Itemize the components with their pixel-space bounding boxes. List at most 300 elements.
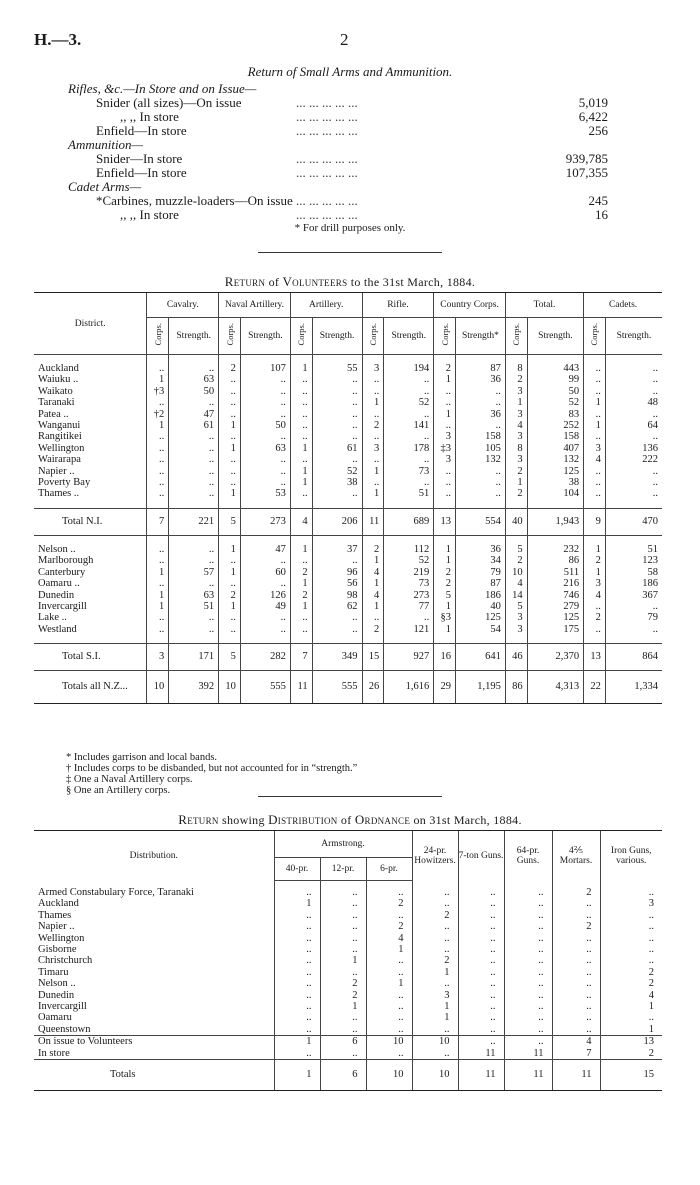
cell-value: 1 — [320, 1001, 366, 1012]
cell-value: .. — [312, 409, 362, 420]
cell-value: .. — [504, 1001, 552, 1012]
cell-value: .. — [384, 431, 434, 442]
corps-header — [290, 318, 312, 355]
small-arms-line — [0, 180, 700, 194]
cell-value: 29 — [434, 671, 456, 704]
cell-value: 206 — [312, 508, 362, 535]
cell-value: 86 — [527, 555, 583, 566]
cell-value: .. — [584, 431, 606, 442]
table-row — [34, 488, 662, 499]
report-code: H.—3. — [34, 30, 82, 49]
strength-header: Strength. — [527, 318, 583, 355]
cell-value: 50 — [527, 386, 583, 397]
cell-value: 2 — [366, 898, 412, 909]
cell-value: 4 — [584, 454, 606, 465]
cell-value: 4 — [505, 578, 527, 589]
spacer-cell — [527, 535, 583, 544]
cell-value: 36 — [455, 374, 505, 385]
cell-value: 79 — [605, 612, 662, 623]
cell-value: 279 — [527, 601, 583, 612]
cell-value: 273 — [384, 590, 434, 601]
cell-value: .. — [147, 477, 169, 488]
cell-value: .. — [458, 978, 504, 989]
district-name: Dunedin — [38, 589, 75, 601]
spacer-cell — [584, 355, 606, 364]
cell-value: 864 — [605, 644, 662, 671]
table-row — [34, 578, 662, 589]
cell-value: .. — [455, 477, 505, 488]
cell-value: 3 — [505, 409, 527, 420]
cell-value: 641 — [455, 644, 505, 671]
cell-value: 555 — [240, 671, 290, 704]
cell-value: .. — [320, 967, 366, 978]
distribution-name: Timaru — [38, 966, 69, 978]
cell-value: .. — [290, 612, 312, 623]
cell-value: 1 — [290, 544, 312, 555]
small-arms-line — [0, 124, 700, 138]
cell-value: .. — [384, 454, 434, 465]
cell-value: 3 — [362, 443, 384, 454]
section-divider — [258, 252, 442, 253]
cell-value: .. — [366, 967, 412, 978]
small-arms-line — [0, 166, 700, 180]
cell-value: .. — [169, 466, 219, 477]
cell-value: .. — [320, 933, 366, 944]
cell-value: 3 — [505, 612, 527, 623]
cell-value: .. — [312, 386, 362, 397]
ordnance-column-header: 7-ton Guns. — [458, 831, 504, 881]
table-row — [34, 921, 662, 932]
cell-value: .. — [552, 898, 600, 909]
cell-value: .. — [147, 488, 169, 499]
table-row — [34, 443, 662, 454]
cell-value: 2 — [584, 555, 606, 566]
small-arms-line — [0, 110, 700, 124]
spacer-cell — [240, 355, 290, 364]
volunteers-title — [0, 274, 700, 290]
title-word: Return — [224, 274, 266, 289]
small-arms-line — [0, 208, 700, 222]
cell-value: 105 — [455, 443, 505, 454]
cell-value: .. — [290, 488, 312, 499]
cell-value: 2 — [600, 1048, 662, 1060]
district-name: Poverty Bay — [38, 477, 91, 489]
cell-value: 104 — [527, 488, 583, 499]
volunteers-group-header — [34, 293, 662, 318]
cell-value: 53 — [240, 488, 290, 499]
cell-value: .. — [219, 374, 241, 385]
cell-value: 1 — [219, 567, 241, 578]
cell-value: 3 — [584, 443, 606, 454]
spacer-cell — [219, 355, 241, 364]
cell-value: .. — [312, 374, 362, 385]
cell-value: 132 — [527, 454, 583, 465]
cell-value: .. — [240, 555, 290, 566]
cell-value: 1,943 — [527, 508, 583, 535]
table-row — [34, 1012, 662, 1023]
cell-value: .. — [240, 386, 290, 397]
cell-value: 60 — [240, 567, 290, 578]
cell-value: 3 — [434, 454, 456, 465]
cell-value: .. — [147, 431, 169, 442]
armstrong-sub-header: 6-pr. — [366, 858, 412, 881]
cell-value: 3 — [434, 431, 456, 442]
district-name: Patea .. — [38, 408, 69, 420]
cell-value: 8 — [505, 443, 527, 454]
district-name: Napier .. — [38, 465, 75, 477]
cell-value: .. — [169, 578, 219, 589]
cell-value: 2 — [552, 921, 600, 932]
cell-value: .. — [320, 921, 366, 932]
cell-value: .. — [147, 443, 169, 454]
cell-value: 8 — [505, 363, 527, 374]
small-arms-line — [0, 96, 700, 110]
cell-value: 1 — [274, 1060, 320, 1091]
cell-value: 11 — [552, 1060, 600, 1091]
corps-header — [505, 318, 527, 355]
table-row — [34, 1048, 662, 1060]
strength-header: Strength. — [605, 318, 662, 355]
spacer-cell — [169, 355, 219, 364]
cell-value: 216 — [527, 578, 583, 589]
distribution-name: Thames — [38, 909, 72, 921]
cell-value: 52 — [384, 397, 434, 408]
cell-value: .. — [362, 454, 384, 465]
cell-value: .. — [290, 555, 312, 566]
district-name: Invercargill — [38, 600, 87, 612]
cell-value: 511 — [527, 567, 583, 578]
spacer-cell — [290, 535, 312, 544]
cell-value: 52 — [527, 397, 583, 408]
cell-value: .. — [458, 967, 504, 978]
small-arms-value: 256 — [588, 123, 608, 138]
cell-value: .. — [312, 488, 362, 499]
cell-value: .. — [584, 374, 606, 385]
cell-value: .. — [412, 1024, 458, 1036]
cell-value: 52 — [384, 555, 434, 566]
distribution-name: Gisborne — [38, 944, 77, 956]
cell-value: 51 — [605, 544, 662, 555]
group-header: Artillery. — [290, 293, 362, 318]
table-row — [34, 967, 662, 978]
cell-value: 1 — [362, 466, 384, 477]
small-arms-label: Enfield—In store — [96, 165, 187, 180]
cell-value: 689 — [384, 508, 434, 535]
title-word: on 31st March, 1884. — [413, 813, 522, 827]
cell-value: 50 — [240, 420, 290, 431]
cell-value: .. — [219, 409, 241, 420]
small-arms-label: Enfield—In store — [96, 123, 187, 138]
cell-value: 46 — [505, 644, 527, 671]
cell-value: .. — [504, 978, 552, 989]
cell-value: 178 — [384, 443, 434, 454]
spacer-cell — [584, 500, 606, 509]
cell-value: .. — [458, 990, 504, 1001]
cell-value: .. — [552, 1001, 600, 1012]
spacer-cell — [362, 355, 384, 364]
spacer-cell — [434, 535, 456, 544]
cell-value: 555 — [312, 671, 362, 704]
cell-value: .. — [320, 910, 366, 921]
cell-value: 221 — [169, 508, 219, 535]
group-header: Country Corps. — [434, 293, 506, 318]
cell-value: 10 — [412, 1060, 458, 1091]
cell-value: 11 — [362, 508, 384, 535]
cell-value: 2 — [366, 921, 412, 932]
total-row — [34, 508, 662, 535]
cell-value: .. — [219, 555, 241, 566]
volunteers-table — [34, 292, 662, 704]
cell-value: .. — [412, 933, 458, 944]
corps-label: Corps. — [439, 323, 450, 346]
cell-value: .. — [458, 955, 504, 966]
footnote: † Includes corps to be disbanded, but not accounted for in “strength.” — [66, 763, 358, 774]
spacer-cell — [584, 535, 606, 544]
cell-value: .. — [412, 944, 458, 955]
corps-header — [434, 318, 456, 355]
small-arms-line — [0, 152, 700, 166]
cell-value: .. — [312, 431, 362, 442]
cell-value: .. — [552, 967, 600, 978]
cell-value: .. — [147, 624, 169, 635]
cell-value: 36 — [455, 544, 505, 555]
spacer-cell — [505, 635, 527, 644]
cell-value: .. — [147, 612, 169, 623]
cell-value: .. — [312, 612, 362, 623]
cell-value: .. — [600, 944, 662, 955]
cell-value: .. — [458, 881, 504, 899]
cell-value: .. — [147, 454, 169, 465]
group-header: Cavalry. — [147, 293, 219, 318]
cell-value: 1 — [147, 420, 169, 431]
cell-value: .. — [240, 466, 290, 477]
small-arms-line — [0, 138, 700, 152]
cell-value: 58 — [605, 567, 662, 578]
title-word: Distribution — [268, 812, 338, 827]
cell-value: .. — [274, 933, 320, 944]
title-word: Return — [178, 812, 219, 827]
cell-value: .. — [169, 488, 219, 499]
cell-value: 112 — [384, 544, 434, 555]
cell-value: 4 — [362, 590, 384, 601]
cell-value: .. — [366, 881, 412, 899]
table-row — [34, 567, 662, 578]
corps-header — [147, 318, 169, 355]
distribution-name: Oamaru — [38, 1012, 72, 1024]
cell-value: 1 — [584, 567, 606, 578]
cell-value: 1 — [320, 955, 366, 966]
cell-value: .. — [384, 386, 434, 397]
cell-value: .. — [312, 555, 362, 566]
cell-value: .. — [600, 1012, 662, 1023]
cell-value: .. — [274, 910, 320, 921]
cell-value: 2,370 — [527, 644, 583, 671]
table-row — [34, 933, 662, 944]
cell-value: 121 — [384, 624, 434, 635]
cell-value: 1 — [219, 443, 241, 454]
cell-value: .. — [552, 990, 600, 1001]
distribution-header: Distribution. — [34, 831, 274, 881]
cell-value: 2 — [290, 567, 312, 578]
cell-value: 1,616 — [384, 671, 434, 704]
cell-value: 1 — [290, 477, 312, 488]
cell-value: .. — [412, 921, 458, 932]
cell-value: 11 — [504, 1048, 552, 1060]
cell-value: 1 — [434, 409, 456, 420]
cell-value: .. — [584, 363, 606, 374]
cell-value: 1,195 — [455, 671, 505, 704]
spacer-cell — [34, 535, 147, 544]
cell-value: .. — [600, 921, 662, 932]
cell-value: .. — [605, 601, 662, 612]
spacer-cell — [362, 500, 384, 509]
corps-label: Corps. — [224, 323, 235, 346]
cell-value: 1 — [505, 397, 527, 408]
cell-value: 87 — [455, 363, 505, 374]
table-row — [34, 409, 662, 420]
cell-value: .. — [366, 1012, 412, 1023]
spacer-cell — [240, 635, 290, 644]
cell-value: .. — [584, 477, 606, 488]
cell-value: .. — [458, 898, 504, 909]
cell-value: .. — [147, 363, 169, 374]
cell-value: 73 — [384, 578, 434, 589]
cell-value: .. — [458, 1024, 504, 1036]
cell-value: .. — [312, 397, 362, 408]
spacer-cell — [605, 535, 662, 544]
cell-value: 34 — [455, 555, 505, 566]
cell-value: 4,313 — [527, 671, 583, 704]
distribution-name: Dunedin — [38, 989, 75, 1001]
cell-value: .. — [366, 910, 412, 921]
cell-value: .. — [320, 881, 366, 899]
cell-value: 7 — [552, 1048, 600, 1060]
cell-value: .. — [600, 955, 662, 966]
cell-value: .. — [274, 1001, 320, 1012]
cell-value: 14 — [505, 590, 527, 601]
cell-value: 927 — [384, 644, 434, 671]
cell-value: 4 — [505, 420, 527, 431]
spacer-cell — [219, 500, 241, 509]
cell-value: 5 — [219, 644, 241, 671]
district-name: Westland — [38, 623, 77, 635]
spacer-cell — [362, 535, 384, 544]
cell-value: 1 — [274, 898, 320, 909]
title-word: to the 31st March, 1884. — [350, 275, 476, 289]
spacer-cell — [312, 355, 362, 364]
cell-value: 1 — [290, 578, 312, 589]
table-row — [34, 898, 662, 909]
cell-value: .. — [384, 477, 434, 488]
cell-value: 136 — [605, 443, 662, 454]
cell-value: 5 — [219, 508, 241, 535]
cell-value: .. — [312, 420, 362, 431]
spacer-cell — [384, 500, 434, 509]
cell-value: 4 — [600, 990, 662, 1001]
cell-value: .. — [366, 1048, 412, 1060]
district-name: Wellington — [38, 442, 85, 454]
spacer-cell — [34, 500, 147, 509]
small-arms-value: 939,785 — [565, 151, 608, 166]
small-arms-value: 5,019 — [578, 95, 608, 110]
cell-value: 77 — [384, 601, 434, 612]
spacer-cell — [434, 635, 456, 644]
cell-value: .. — [219, 624, 241, 635]
cell-value: 2 — [412, 910, 458, 921]
spacer-cell — [505, 535, 527, 544]
cell-value: 5 — [505, 544, 527, 555]
cell-value: .. — [504, 990, 552, 1001]
cell-value: .. — [274, 990, 320, 1001]
cell-value: .. — [504, 898, 552, 909]
footnote: ‡ One a Naval Artillery corps. — [66, 774, 193, 785]
corps-header — [362, 318, 384, 355]
cell-value: .. — [219, 454, 241, 465]
spacer-cell — [384, 535, 434, 544]
table-row — [34, 990, 662, 1001]
cell-value: 11 — [458, 1048, 504, 1060]
spacer-cell — [147, 500, 169, 509]
cell-value: .. — [455, 397, 505, 408]
cell-value: 107 — [240, 363, 290, 374]
cell-value: .. — [366, 1024, 412, 1036]
district-name: Canterbury — [38, 566, 86, 578]
cell-value: .. — [504, 881, 552, 899]
small-arms-title: Return of Small Arms and Ammunition. — [247, 64, 453, 79]
spacer-cell — [219, 635, 241, 644]
cell-value: 1 — [147, 374, 169, 385]
spacer-cell — [312, 635, 362, 644]
cell-value: 1 — [434, 544, 456, 555]
cell-value: .. — [504, 944, 552, 955]
cell-value: 1 — [147, 567, 169, 578]
district-name: Lake .. — [38, 612, 67, 624]
cell-value: .. — [274, 944, 320, 955]
cell-value: 16 — [434, 644, 456, 671]
cell-value: .. — [504, 921, 552, 932]
district-name: Nelson .. — [38, 543, 76, 555]
district-name: Total S.I. — [34, 644, 147, 671]
cell-value: .. — [584, 601, 606, 612]
cell-value: 194 — [384, 363, 434, 374]
cell-value: .. — [605, 386, 662, 397]
cell-value: .. — [362, 477, 384, 488]
small-arms-value: 16 — [595, 207, 608, 222]
cell-value: .. — [169, 612, 219, 623]
cell-value: .. — [605, 374, 662, 385]
cell-value: 2 — [600, 978, 662, 989]
cell-value: .. — [455, 488, 505, 499]
cell-value: 141 — [384, 420, 434, 431]
cell-value: 10 — [366, 1060, 412, 1091]
cell-value: 1 — [219, 601, 241, 612]
cell-value: 36 — [455, 409, 505, 420]
small-arms-label: Ammunition— — [68, 137, 144, 152]
cell-value: .. — [290, 386, 312, 397]
cell-value: .. — [605, 363, 662, 374]
table-row — [34, 555, 662, 566]
cell-value: §3 — [434, 612, 456, 623]
cell-value: 51 — [384, 488, 434, 499]
cell-value: 2 — [290, 590, 312, 601]
small-arms-label: Snider (all sizes)—On issue — [96, 95, 242, 110]
cell-value: 158 — [455, 431, 505, 442]
title-word: Volunteers — [282, 274, 348, 289]
cell-value: .. — [366, 990, 412, 1001]
cell-value: .. — [169, 454, 219, 465]
volunteers-body — [34, 355, 662, 704]
spacer-cell — [290, 355, 312, 364]
